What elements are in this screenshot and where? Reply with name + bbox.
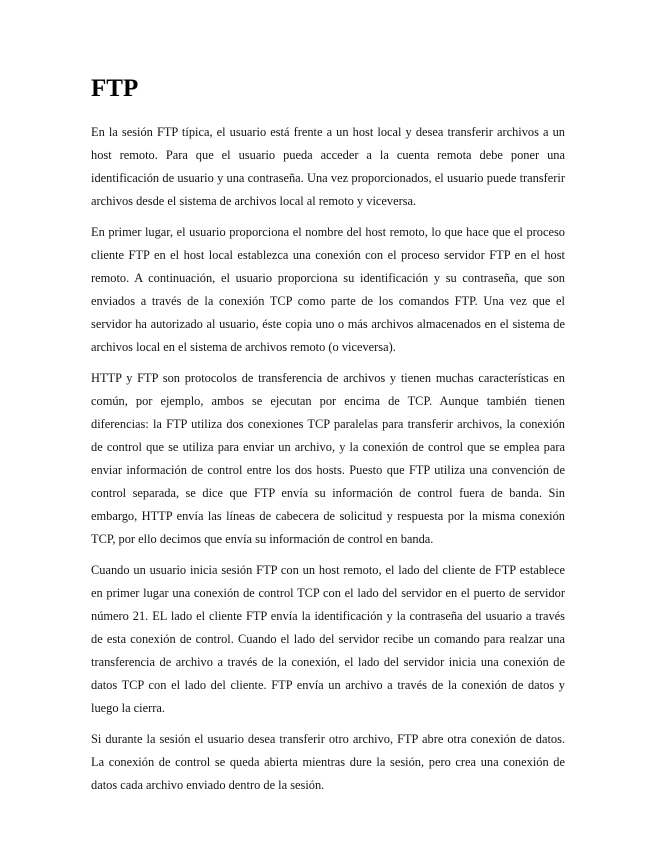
page-title: FTP [91, 75, 139, 102]
document-body [91, 121, 565, 805]
paragraph-control-connection: Cuando un usuario inicia sesión FTP con un host remoto, el lado del cliente de FTP establece en primer lugar una conexión de control TCP con el lado del servidor en el puerto de servidor número 21. EL lado el cliente FTP envía la identificación y la contraseña del usuario a través de esta conexión de control. Cuando el lado del servidor recibe un comando para realzar una transferencia de archivo a través de la conexión, el lado del servidor inicia una conexión de datos TCP con el lado del cliente. FTP envía un archivo a través de la conexión de datos y luego la cierra. [91, 563, 565, 715]
paragraph-ftp-session: En la sesión FTP típica, el usuario está frente a un host local y desea transferir archivos a un host remoto. Para que el usuario pueda acceder a la cuenta remota debe poner una identificación de usuario y una contraseña. Una vez proporcionados, el usuario puede transferir archivos desde el sistema de archivos local al remoto y viceversa. [91, 125, 565, 208]
paragraph-data-connection: Si durante la sesión el usuario desea transferir otro archivo, FTP abre otra conexión de datos. La conexión de control se queda abierta mientras dure la sesión, pero crea una conexión de datos cada archivo enviado dentro de la sesión. [91, 732, 565, 792]
paragraph-connection-process: En primer lugar, el usuario proporciona el nombre del host remoto, lo que hace que el proceso cliente FTP en el host local establezca una conexión con el proceso servidor FTP en el host remoto. A continuación, el usuario proporciona su identificación y su contraseña, que son enviados a través de la conexión TCP como parte de los comandos FTP. Una vez que el servidor ha autorizado al usuario, éste copia uno o más archivos almacenados en el sistema de archivos local en el sistema de archivos remoto (o viceversa). [91, 225, 565, 354]
paragraph-http-vs-ftp: HTTP y FTP son protocolos de transferencia de archivos y tienen muchas características en común, por ejemplo, ambos se ejecutan por encima de TCP. Aunque también tienen diferencias: la FTP utiliza dos conexiones TCP paralelas para transferir archivos, la conexión de control que se utiliza para enviar un archivo, y la conexión de control que se emplea para enviar información de control entre los dos hosts. Puesto que FTP utiliza una convención de control separada, se dice que FTP envía su información de control fuera de banda. Sin embargo, HTTP envía las líneas de cabecera de solicitud y respuesta por la misma conexión TCP, por ello decimos que envía su información de control en banda. [91, 371, 565, 546]
